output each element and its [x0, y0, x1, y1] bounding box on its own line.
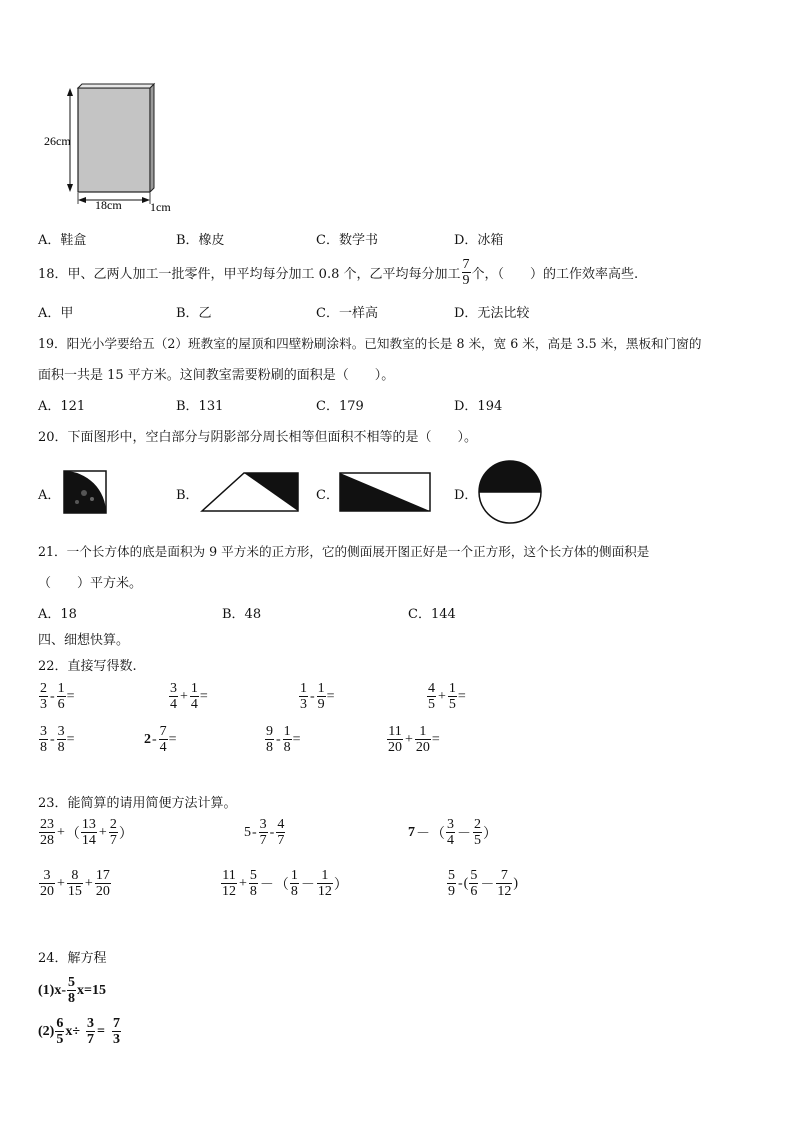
q20-letter-c: C． [316, 488, 339, 503]
q18-stem: 18． 甲、乙两人加工一批零件，甲平均每分加工 0.8 个，乙平均每分加工 $\frac{7}{9}$ 个，（ ）的工作效率高些. [38, 257, 639, 288]
q23-expr-4: $\frac{3}{20}$ + $\frac{8}{15}$ + $\frac{17}{20}$ [40, 868, 110, 899]
height-label: 26cm [44, 134, 71, 148]
q22-item-7: $\frac{9}{8}$ - $\frac{1}{8}$ = [266, 724, 301, 755]
book-side-face [150, 84, 154, 192]
q20-stem: 20．下面图形中，空白部分与阴影部分周长相等但面积不相等的是（ ）。 [38, 430, 478, 445]
q20-letter-a: A． [38, 488, 61, 503]
width-label: 18cm [95, 198, 122, 212]
q23-expr-3: 7 － （ $\frac{3}{4}$ － $\frac{2}{5}$ ） [408, 817, 497, 848]
q23-expr-2: 5 - $\frac{3}{7}$ - $\frac{4}{7}$ [244, 817, 285, 848]
q19-line1: 19．阳光小学要给五（2）班教室的屋顶和四壁粉刷涂料。已知教室的长是 8 米，宽 6 米，高是 3.5 米，黑板和门窗的 [38, 336, 702, 351]
q22-item-6: 2 - $\frac{7}{4}$ = [144, 724, 177, 755]
q22-item-2: $\frac{3}{4}$ + $\frac{1}{4}$ = [170, 681, 208, 712]
q19-option-c: C．179 [316, 399, 364, 414]
section-4-heading: 四、细想快算。 [38, 633, 130, 648]
q18-fraction: $\frac{7}{9}$ [462, 257, 470, 288]
q17-option-c: C．数学书 [316, 233, 378, 248]
q23-expr-6: $\frac{5}{9}$ - ( $\frac{5}{6}$ － $\frac{7}{12}$ ) [448, 868, 519, 899]
q22-item-4: $\frac{4}{5}$ + $\frac{1}{5}$ = [428, 681, 466, 712]
q21-line1: 21．一个长方体的底是面积为 9 平方米的正方形，它的侧面展开图正好是一个正方形，这个长方体的侧面积是 [38, 544, 650, 559]
q19-option-a: A．121 [38, 399, 86, 414]
q24-equation-2: (2) $\frac{6}{5}$ x÷ $\frac{3}{7}$ = $\frac{7}{3}$ [38, 1016, 120, 1047]
book-top-face [78, 84, 154, 88]
q21-line2: （ ）平方米。 [38, 576, 143, 591]
q17-option-a: A．鞋盒 [38, 233, 87, 248]
q17-option-b: B．橡皮 [176, 233, 225, 248]
q20-figure-d [476, 458, 544, 526]
q20-letter-b: B． [176, 488, 199, 503]
q23-expr-5: $\frac{11}{12}$ + $\frac{5}{8}$ － （ $\frac{1}{8}$ － $\frac{1}{12}$ ） [222, 868, 348, 899]
q22-item-8: $\frac{11}{20}$ + $\frac{1}{20}$ = [388, 724, 440, 755]
q22-title: 22．直接写得数. [38, 659, 137, 674]
q18-option-b: B．乙 [176, 306, 212, 321]
book-front-face [78, 88, 150, 192]
q24-title: 24．解方程 [38, 951, 107, 966]
q20-figure-b [200, 471, 300, 513]
q22-item-1: $\frac{2}{3}$ - $\frac{1}{6}$ = [40, 681, 75, 712]
depth-label: 1cm [150, 200, 171, 214]
q19-option-d: D．194 [454, 399, 503, 414]
q22-item-3: $\frac{1}{3}$ - $\frac{1}{9}$ = [300, 681, 335, 712]
q18-option-c: C．一样高 [316, 306, 378, 321]
q17-option-d: D．冰箱 [454, 233, 504, 248]
q19-option-b: B．131 [176, 399, 224, 414]
q23-title: 23．能简算的请用简便方法计算。 [38, 796, 237, 811]
q21-option-b: B．48 [222, 607, 262, 622]
q18-option-a: A．甲 [38, 306, 74, 321]
q21-option-c: C．144 [408, 607, 456, 622]
q24-equation-1: (1)x- $\frac{5}{8}$ x=15 [38, 975, 106, 1006]
q19-line2: 面积一共是 15 平方米。这间教室需要粉刷的面积是（ ）。 [38, 368, 395, 383]
book-figure [40, 78, 190, 218]
q20-figure-a [62, 469, 108, 515]
q22-item-5: $\frac{3}{8}$ - $\frac{3}{8}$ = [40, 724, 75, 755]
q20-figure-c [338, 471, 432, 513]
q23-expr-1: $\frac{23}{28}$ + （ $\frac{13}{14}$ + $\frac{2}{7}$ ） [40, 817, 133, 848]
q18-option-d: D．无法比较 [454, 306, 530, 321]
q20-letter-d: D． [454, 488, 478, 503]
q21-option-a: A．18 [38, 607, 77, 622]
